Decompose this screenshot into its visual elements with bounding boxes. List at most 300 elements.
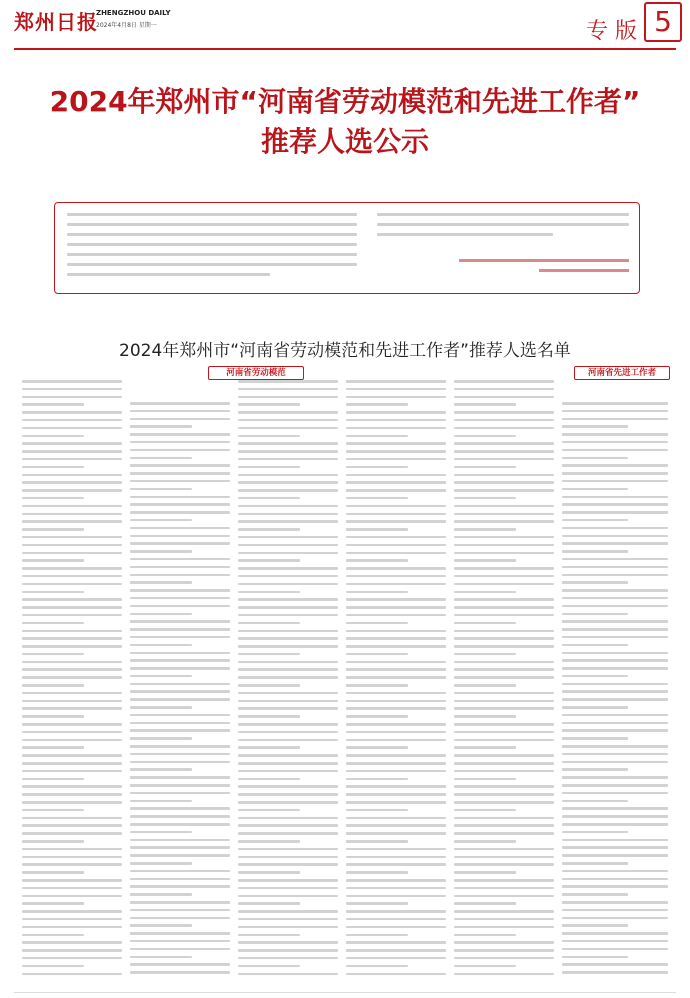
text-line-placeholder	[238, 481, 338, 484]
text-line-placeholder	[562, 948, 668, 951]
text-line-placeholder	[454, 606, 554, 609]
text-line-placeholder	[22, 552, 122, 555]
text-line-placeholder	[346, 746, 408, 749]
text-line-placeholder	[346, 606, 446, 609]
text-line-placeholder	[346, 941, 446, 944]
text-line-placeholder	[562, 667, 668, 670]
text-line-placeholder	[346, 817, 446, 820]
text-line-placeholder	[562, 683, 668, 686]
text-line-placeholder	[562, 613, 628, 616]
text-line-placeholder	[238, 435, 300, 438]
text-line-placeholder	[346, 489, 446, 492]
text-line-placeholder	[454, 419, 554, 422]
text-line-placeholder	[130, 488, 192, 491]
text-line-placeholder	[238, 832, 338, 835]
text-line-placeholder	[22, 606, 122, 609]
text-line-placeholder	[22, 520, 122, 523]
text-line-placeholder	[130, 472, 230, 475]
text-line-placeholder	[562, 846, 668, 849]
text-line-placeholder	[346, 778, 408, 781]
text-line-placeholder	[130, 636, 230, 639]
text-line-placeholder	[130, 729, 230, 732]
text-line-placeholder	[346, 926, 446, 929]
text-line-placeholder	[238, 910, 338, 913]
text-line-placeholder	[130, 714, 230, 717]
text-line-placeholder	[346, 739, 446, 742]
text-line-placeholder	[130, 878, 230, 881]
text-line-placeholder	[22, 817, 122, 820]
text-line-placeholder	[22, 692, 122, 695]
notice-date	[539, 269, 629, 272]
text-line-placeholder	[238, 770, 338, 773]
text-line-placeholder	[238, 918, 338, 921]
list-column-1	[22, 380, 122, 984]
text-line-placeholder	[346, 770, 446, 773]
text-line-placeholder	[562, 441, 668, 444]
text-line-placeholder	[22, 466, 84, 469]
text-line-placeholder	[22, 396, 122, 399]
text-line-placeholder	[22, 559, 84, 562]
text-line-placeholder	[346, 887, 446, 890]
text-line-placeholder	[346, 918, 446, 921]
text-line-placeholder	[130, 706, 192, 709]
list-title: 2024年郑州市“河南省劳动模范和先进工作者”推荐人选名单	[119, 341, 571, 361]
text-line-placeholder	[454, 941, 554, 944]
text-line-placeholder	[454, 910, 554, 913]
headline-line-2: 推荐人选公示	[260, 125, 429, 158]
text-line-placeholder	[238, 450, 338, 453]
text-line-placeholder	[130, 971, 230, 974]
text-line-placeholder	[238, 824, 338, 827]
text-line-placeholder	[130, 956, 192, 959]
text-line-placeholder	[454, 427, 554, 430]
text-line-placeholder	[562, 776, 668, 779]
text-line-placeholder	[22, 739, 122, 742]
text-line-placeholder	[238, 567, 338, 570]
text-line-placeholder	[130, 433, 230, 436]
text-line-placeholder	[238, 926, 338, 929]
text-line-placeholder	[454, 668, 554, 671]
text-line-placeholder	[238, 575, 338, 578]
text-line-placeholder	[238, 583, 338, 586]
text-line-placeholder	[346, 645, 446, 648]
text-line-placeholder	[238, 505, 338, 508]
text-line-placeholder	[346, 637, 446, 640]
text-line-placeholder	[346, 583, 446, 586]
text-line-placeholder	[346, 559, 408, 562]
list-column-3	[238, 380, 338, 984]
text-line-placeholder	[346, 840, 408, 843]
text-line-placeholder	[238, 591, 300, 594]
text-line-placeholder	[562, 917, 668, 920]
text-line-placeholder	[238, 840, 300, 843]
text-line-placeholder	[454, 520, 554, 523]
text-line-placeholder	[562, 768, 628, 771]
text-line-placeholder	[346, 895, 446, 898]
text-line-placeholder	[130, 737, 192, 740]
text-line-placeholder	[130, 784, 230, 787]
text-line-placeholder	[562, 589, 668, 592]
text-line-placeholder	[454, 567, 554, 570]
text-line-placeholder	[22, 973, 122, 976]
text-line-placeholder	[238, 606, 338, 609]
text-line-placeholder	[238, 778, 300, 781]
text-line-placeholder	[22, 926, 122, 929]
text-line-placeholder	[130, 924, 192, 927]
text-line-placeholder	[130, 581, 192, 584]
list-column-5	[454, 380, 554, 984]
text-line-placeholder	[238, 965, 300, 968]
text-line-placeholder	[130, 659, 230, 662]
text-line-placeholder	[562, 854, 668, 857]
text-line-placeholder	[562, 706, 628, 709]
text-line-placeholder	[238, 707, 338, 710]
text-line-placeholder	[346, 653, 408, 656]
text-line-placeholder	[22, 832, 122, 835]
text-line-placeholder	[346, 388, 446, 391]
text-line-placeholder	[238, 668, 338, 671]
text-line-placeholder	[238, 731, 338, 734]
text-line-placeholder	[130, 940, 230, 943]
text-line-placeholder	[454, 801, 554, 804]
text-line-placeholder	[562, 885, 668, 888]
text-line-placeholder	[346, 910, 446, 913]
text-line-placeholder	[130, 854, 230, 857]
text-line-placeholder	[562, 800, 628, 803]
text-line-placeholder	[346, 668, 446, 671]
headline-line-1: 2024年郑州市“河南省劳动模范和先进工作者”	[49, 85, 641, 118]
text-line-placeholder	[454, 770, 554, 773]
text-line-placeholder	[238, 871, 300, 874]
text-line-placeholder	[238, 474, 338, 477]
text-line-placeholder	[346, 762, 446, 765]
text-line-placeholder	[22, 754, 122, 757]
text-line-placeholder	[454, 785, 554, 788]
text-line-placeholder	[238, 520, 338, 523]
text-line-placeholder	[454, 474, 554, 477]
text-line-placeholder	[454, 684, 516, 687]
text-line-placeholder	[346, 513, 446, 516]
text-line-placeholder	[22, 380, 122, 383]
text-line-placeholder	[238, 458, 338, 461]
text-line-placeholder	[22, 567, 122, 570]
text-line-placeholder	[22, 910, 122, 913]
text-line-placeholder	[346, 902, 408, 905]
text-line-placeholder	[346, 957, 446, 960]
text-line-placeholder	[238, 700, 338, 703]
text-line-placeholder	[346, 707, 446, 710]
text-line-placeholder	[130, 667, 230, 670]
newspaper-logo: 郑州日报	[14, 10, 98, 34]
text-line-placeholder	[22, 871, 84, 874]
text-line-placeholder	[22, 676, 122, 679]
text-line-placeholder	[346, 754, 446, 757]
text-line-placeholder	[346, 700, 446, 703]
text-line-placeholder	[238, 419, 338, 422]
text-line-placeholder	[22, 536, 122, 539]
text-line-placeholder	[22, 598, 122, 601]
text-line-placeholder	[22, 918, 122, 921]
text-line-placeholder	[562, 449, 668, 452]
text-line-placeholder	[346, 536, 446, 539]
text-line-placeholder	[562, 644, 628, 647]
text-line-placeholder	[562, 862, 628, 865]
text-line-placeholder	[130, 768, 192, 771]
group-label-advanced-workers: 河南省先进工作者	[574, 366, 670, 380]
text-line-placeholder	[562, 839, 668, 842]
text-line-placeholder	[130, 683, 230, 686]
text-line-placeholder	[22, 957, 122, 960]
text-line-placeholder	[454, 645, 554, 648]
text-line-placeholder	[130, 550, 192, 553]
masthead	[0, 0, 690, 58]
text-line-placeholder	[562, 698, 668, 701]
text-line-placeholder	[130, 527, 230, 530]
text-line-placeholder	[562, 893, 628, 896]
text-line-placeholder	[454, 918, 554, 921]
text-line-placeholder	[130, 402, 230, 405]
text-line-placeholder	[454, 435, 516, 438]
text-line-placeholder	[238, 388, 338, 391]
text-line-placeholder	[130, 597, 230, 600]
text-line-placeholder	[454, 380, 554, 383]
text-line-placeholder	[454, 552, 554, 555]
text-line-placeholder	[562, 909, 668, 912]
text-line-placeholder	[454, 676, 554, 679]
text-line-placeholder	[454, 879, 554, 882]
text-line-placeholder	[238, 380, 338, 383]
text-line-placeholder	[346, 598, 446, 601]
text-line-placeholder	[22, 630, 122, 633]
text-line-placeholder	[130, 644, 192, 647]
text-line-placeholder	[346, 411, 446, 414]
text-line-placeholder	[454, 466, 516, 469]
text-line-placeholder	[238, 848, 338, 851]
text-line-placeholder	[454, 832, 554, 835]
text-line-placeholder	[454, 489, 554, 492]
text-line-placeholder	[454, 863, 554, 866]
text-line-placeholder	[454, 598, 554, 601]
text-line-placeholder	[454, 965, 516, 968]
text-line-placeholder	[22, 435, 84, 438]
text-line-placeholder	[22, 481, 122, 484]
text-line-placeholder	[562, 519, 628, 522]
text-line-placeholder	[454, 723, 554, 726]
text-line-placeholder	[454, 840, 516, 843]
text-line-placeholder	[454, 411, 554, 414]
text-line-placeholder	[238, 957, 338, 960]
text-line-placeholder	[22, 450, 122, 453]
text-line-placeholder	[454, 957, 554, 960]
text-line-placeholder	[22, 497, 84, 500]
text-line-placeholder	[454, 871, 516, 874]
text-line-placeholder	[130, 862, 192, 865]
text-line-placeholder	[454, 973, 554, 976]
text-line-placeholder	[238, 403, 300, 406]
text-line-placeholder	[22, 403, 84, 406]
text-line-placeholder	[562, 924, 628, 927]
text-line-placeholder	[130, 519, 192, 522]
text-line-placeholder	[238, 793, 338, 796]
text-line-placeholder	[562, 488, 628, 491]
text-line-placeholder	[22, 544, 122, 547]
text-line-placeholder	[238, 895, 338, 898]
text-line-placeholder	[454, 442, 554, 445]
text-line-placeholder	[346, 715, 408, 718]
text-line-placeholder	[22, 723, 122, 726]
text-line-placeholder	[130, 613, 192, 616]
text-line-placeholder	[454, 458, 554, 461]
text-line-placeholder	[454, 848, 554, 851]
text-line-placeholder	[22, 801, 122, 804]
text-line-placeholder	[130, 652, 230, 655]
text-line-placeholder	[454, 614, 554, 617]
text-line-placeholder	[454, 715, 516, 718]
text-line-placeholder	[22, 474, 122, 477]
text-line-placeholder	[454, 700, 554, 703]
text-line-placeholder	[454, 661, 554, 664]
text-line-placeholder	[238, 497, 300, 500]
text-line-placeholder	[346, 824, 446, 827]
text-line-placeholder	[454, 583, 554, 586]
text-line-placeholder	[562, 784, 668, 787]
text-line-placeholder	[22, 707, 122, 710]
text-line-placeholder	[238, 785, 338, 788]
text-line-placeholder	[346, 442, 446, 445]
text-line-placeholder	[130, 441, 230, 444]
text-line-placeholder	[130, 496, 230, 499]
text-line-placeholder	[238, 637, 338, 640]
text-line-placeholder	[454, 528, 516, 531]
text-line-placeholder	[454, 754, 554, 757]
text-line-placeholder	[454, 746, 516, 749]
text-line-placeholder	[562, 527, 668, 530]
text-line-placeholder	[238, 863, 338, 866]
text-line-placeholder	[454, 809, 516, 812]
text-line-placeholder	[130, 503, 230, 506]
notice-contact-info	[377, 213, 629, 283]
text-line-placeholder	[130, 909, 230, 912]
text-line-placeholder	[22, 583, 122, 586]
text-line-placeholder	[562, 480, 668, 483]
text-line-placeholder	[562, 940, 668, 943]
text-line-placeholder	[130, 846, 230, 849]
text-line-placeholder	[562, 636, 668, 639]
text-line-placeholder	[130, 870, 230, 873]
text-line-placeholder	[346, 505, 446, 508]
text-line-placeholder	[22, 949, 122, 952]
text-line-placeholder	[22, 700, 122, 703]
text-line-placeholder	[238, 630, 338, 633]
text-line-placeholder	[238, 544, 338, 547]
text-line-placeholder	[454, 396, 554, 399]
text-line-placeholder	[562, 574, 668, 577]
text-line-placeholder	[346, 863, 446, 866]
text-line-placeholder	[562, 558, 668, 561]
text-line-placeholder	[130, 831, 192, 834]
text-line-placeholder	[238, 809, 300, 812]
text-line-placeholder	[562, 542, 668, 545]
text-line-placeholder	[238, 614, 338, 617]
text-line-placeholder	[454, 739, 554, 742]
text-line-placeholder	[130, 620, 230, 623]
text-line-placeholder	[22, 528, 84, 531]
text-line-placeholder	[130, 628, 230, 631]
text-line-placeholder	[562, 690, 668, 693]
text-line-placeholder	[238, 715, 300, 718]
text-line-placeholder	[130, 901, 230, 904]
text-line-placeholder	[130, 566, 230, 569]
text-line-placeholder	[238, 934, 300, 937]
text-line-placeholder	[454, 637, 554, 640]
text-line-placeholder	[238, 661, 338, 664]
text-line-placeholder	[562, 464, 668, 467]
headline	[22, 70, 668, 188]
text-line-placeholder	[130, 932, 230, 935]
text-line-placeholder	[346, 458, 446, 461]
text-line-placeholder	[454, 403, 516, 406]
text-line-placeholder	[346, 481, 446, 484]
text-line-placeholder	[238, 879, 338, 882]
text-line-placeholder	[130, 917, 230, 920]
text-line-placeholder	[130, 464, 230, 467]
text-line-placeholder	[562, 425, 628, 428]
text-line-placeholder	[238, 801, 338, 804]
text-line-placeholder	[562, 729, 668, 732]
text-line-placeholder	[346, 692, 446, 695]
text-line-placeholder	[130, 753, 230, 756]
text-line-placeholder	[22, 863, 122, 866]
text-line-placeholder	[454, 817, 554, 820]
section-label: 专 版	[586, 19, 637, 44]
text-line-placeholder	[346, 934, 408, 937]
text-line-placeholder	[238, 559, 300, 562]
text-line-placeholder	[130, 815, 230, 818]
text-line-placeholder	[22, 668, 122, 671]
text-line-placeholder	[346, 520, 446, 523]
text-line-placeholder	[454, 497, 516, 500]
text-line-placeholder	[238, 536, 338, 539]
text-line-placeholder	[346, 474, 446, 477]
text-line-placeholder	[22, 785, 122, 788]
text-line-placeholder	[562, 402, 668, 405]
text-line-placeholder	[130, 457, 192, 460]
text-line-placeholder	[22, 848, 122, 851]
text-line-placeholder	[22, 591, 84, 594]
text-line-placeholder	[562, 418, 668, 421]
text-line-placeholder	[238, 645, 338, 648]
text-line-placeholder	[130, 589, 230, 592]
text-line-placeholder	[22, 411, 122, 414]
text-line-placeholder	[454, 575, 554, 578]
text-line-placeholder	[22, 746, 84, 749]
text-line-placeholder	[22, 879, 122, 882]
text-line-placeholder	[22, 840, 84, 843]
text-line-placeholder	[346, 552, 446, 555]
text-line-placeholder	[346, 450, 446, 453]
text-line-placeholder	[454, 895, 554, 898]
text-line-placeholder	[562, 831, 628, 834]
text-line-placeholder	[22, 427, 122, 430]
text-line-placeholder	[130, 542, 230, 545]
text-line-placeholder	[454, 926, 554, 929]
text-line-placeholder	[238, 746, 300, 749]
text-line-placeholder	[130, 535, 230, 538]
text-line-placeholder	[238, 653, 300, 656]
text-line-placeholder	[238, 396, 338, 399]
text-line-placeholder	[22, 419, 122, 422]
text-line-placeholder	[22, 770, 122, 773]
